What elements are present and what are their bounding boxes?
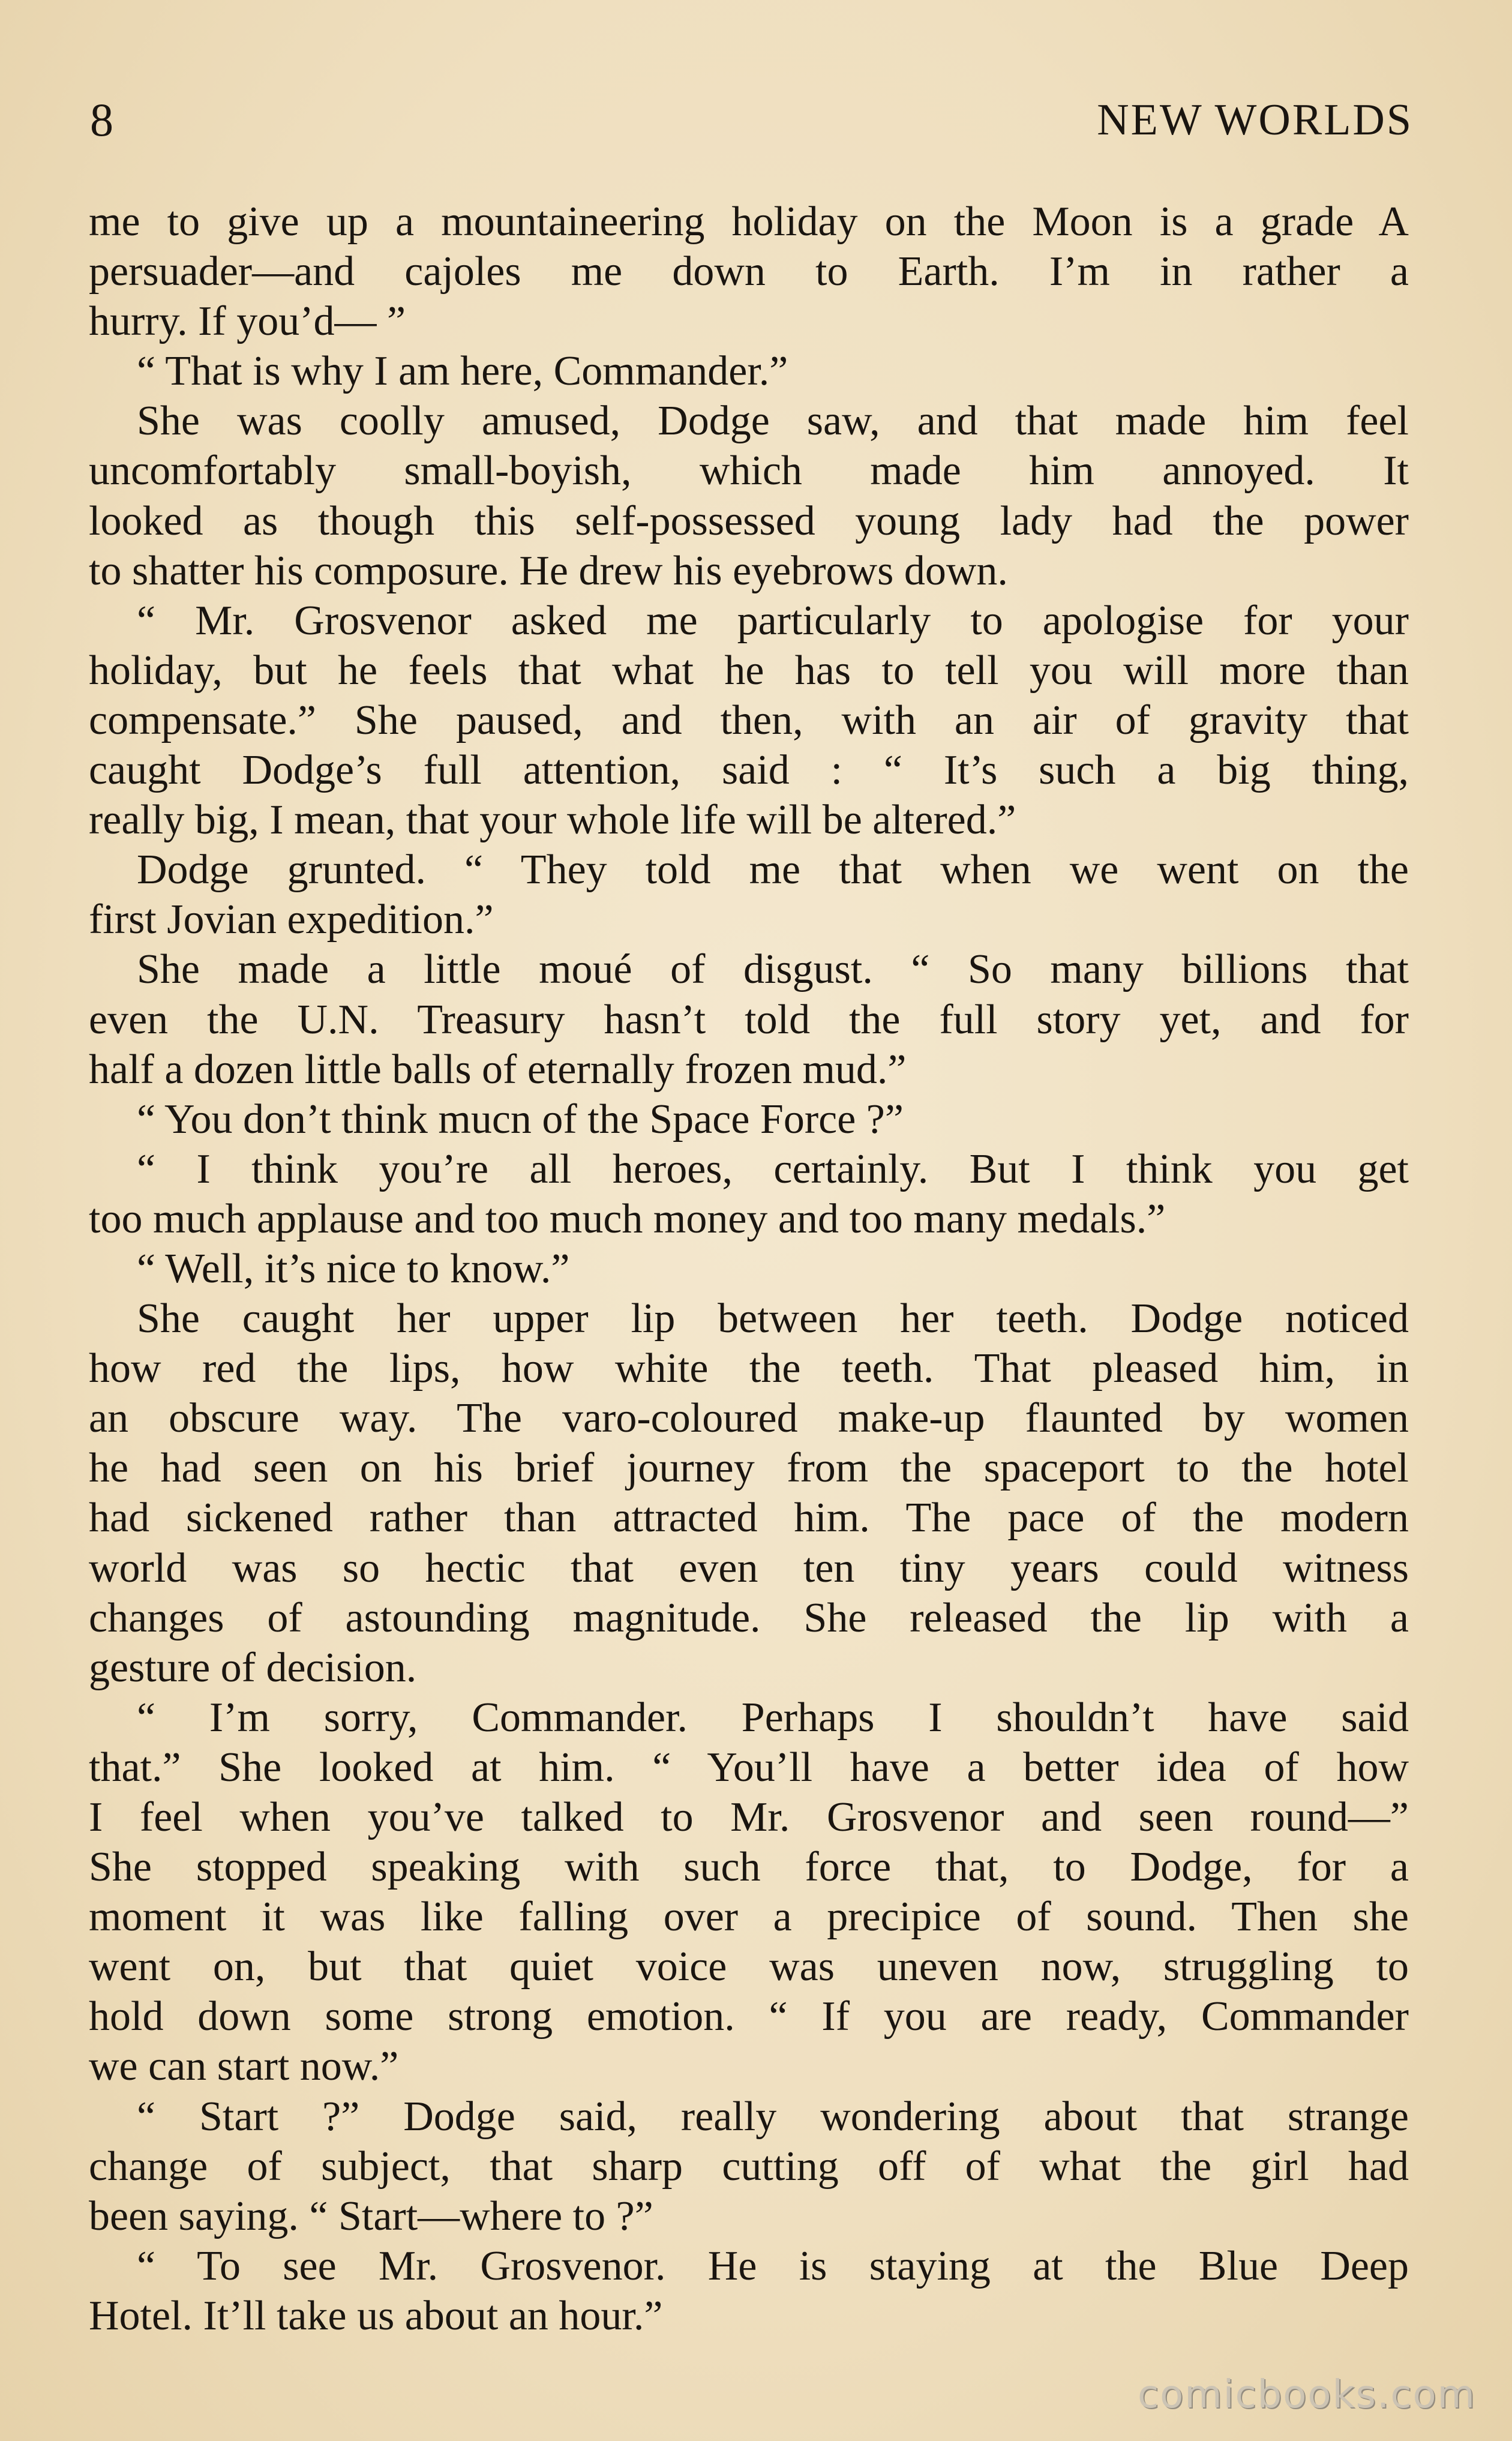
text-line: hurry. If you’d— ” <box>89 298 406 345</box>
text-line: we can start now.” <box>89 2043 399 2090</box>
text-line: uncomfortably small-boyish, which made him annoyed. It <box>89 448 1409 494</box>
text-line: caught Dodge’s full attention, said : “ It’s such a big thing, <box>89 747 1409 794</box>
text-line: compensate.” She paused, and then, with an air of gravity that <box>89 697 1409 743</box>
running-head: NEW WORLDS <box>1097 95 1413 145</box>
text-line: really big, I mean, that your whole life will be altered.” <box>89 797 1016 844</box>
page-number: 8 <box>90 94 113 146</box>
text-line: world was so hectic that even ten tiny years could witness <box>89 1545 1409 1591</box>
text-line: persuader—and cajoles me down to Earth. I’m in rather a <box>89 248 1409 295</box>
text-line: “ Mr. Grosvenor asked me particularly to apologise for your <box>137 597 1409 644</box>
text-line: “ Start ?” Dodge said, really wondering about that strange <box>137 2093 1409 2140</box>
text-line: change of subject, that sharp cutting off of what the girl had <box>89 2143 1409 2190</box>
text-line: he had seen on his brief journey from the spaceport to the hotel <box>89 1445 1409 1492</box>
text-line: had sickened rather than attracted him. The pace of the modern <box>89 1495 1409 1542</box>
text-line: that.” She looked at him. “ You’ll have a better idea of how <box>89 1744 1409 1791</box>
text-line: looked as though this self-possessed young lady had the power <box>89 497 1409 544</box>
text-line: Dodge grunted. “ They told me that when we went on the <box>137 847 1409 893</box>
text-line: hold down some strong emotion. “ If you are ready, Commander <box>89 1993 1409 2040</box>
text-line: too much applause and too much money and too many medals.” <box>89 1195 1166 1242</box>
text-line: Hotel. It’ll take us about an hour.” <box>89 2292 663 2339</box>
text-line: “ That is why I am here, Commander.” <box>137 348 788 395</box>
text-line: “ To see Mr. Grosvenor. He is staying at the Blue Deep <box>137 2242 1409 2289</box>
text-line: first Jovian expedition.” <box>89 896 494 943</box>
text-line: “ Well, it’s nice to know.” <box>137 1245 570 1292</box>
watermark-logo: comicbooks.com <box>1137 2373 1476 2417</box>
text-line: even the U.N. Treasury hasn’t told the full story yet, and for <box>89 996 1409 1043</box>
text-line: She was coolly amused, Dodge saw, and that made him feel <box>137 398 1409 445</box>
text-line: “ You don’t think mucn of the Space Force ?” <box>137 1096 904 1142</box>
text-line: half a dozen little balls of eternally frozen mud.” <box>89 1046 907 1093</box>
text-line: She stopped speaking with such force that, to Dodge, for a <box>89 1844 1409 1891</box>
text-line: an obscure way. The varo-coloured make-up flaunted by women <box>89 1395 1409 1442</box>
text-line: I feel when you’ve talked to Mr. Grosvenor and seen round—” <box>89 1794 1409 1840</box>
text-line: changes of astounding magnitude. She released the lip with a <box>89 1594 1409 1641</box>
text-line: “ I’m sorry, Commander. Perhaps I shouldn’t have said <box>137 1694 1409 1741</box>
text-line: to shatter his composure. He drew his eyebrows down. <box>89 547 1008 594</box>
text-line: been saying. “ Start—where to ?” <box>89 2193 653 2239</box>
text-line: She caught her upper lip between her teeth. Dodge noticed <box>137 1296 1409 1342</box>
body-text <box>89 197 1409 2341</box>
text-line: moment it was like falling over a precipice of sound. Then she <box>89 1894 1409 1941</box>
text-line: gesture of decision. <box>89 1644 417 1691</box>
text-line: holiday, but he feels that what he has to tell you will more than <box>89 647 1409 694</box>
page-header <box>90 90 1413 150</box>
text-line: “ I think you’re all heroes, certainly. But I think you get <box>137 1145 1409 1192</box>
text-line: went on, but that quiet voice was uneven now, struggling to <box>89 1944 1409 1990</box>
text-line: me to give up a mountaineering holiday on the Moon is a grade A <box>89 199 1409 245</box>
text-line: She made a little moué of disgust. “ So many billions that <box>137 946 1409 993</box>
text-line: how red the lips, how white the teeth. That pleased him, in <box>89 1345 1409 1392</box>
